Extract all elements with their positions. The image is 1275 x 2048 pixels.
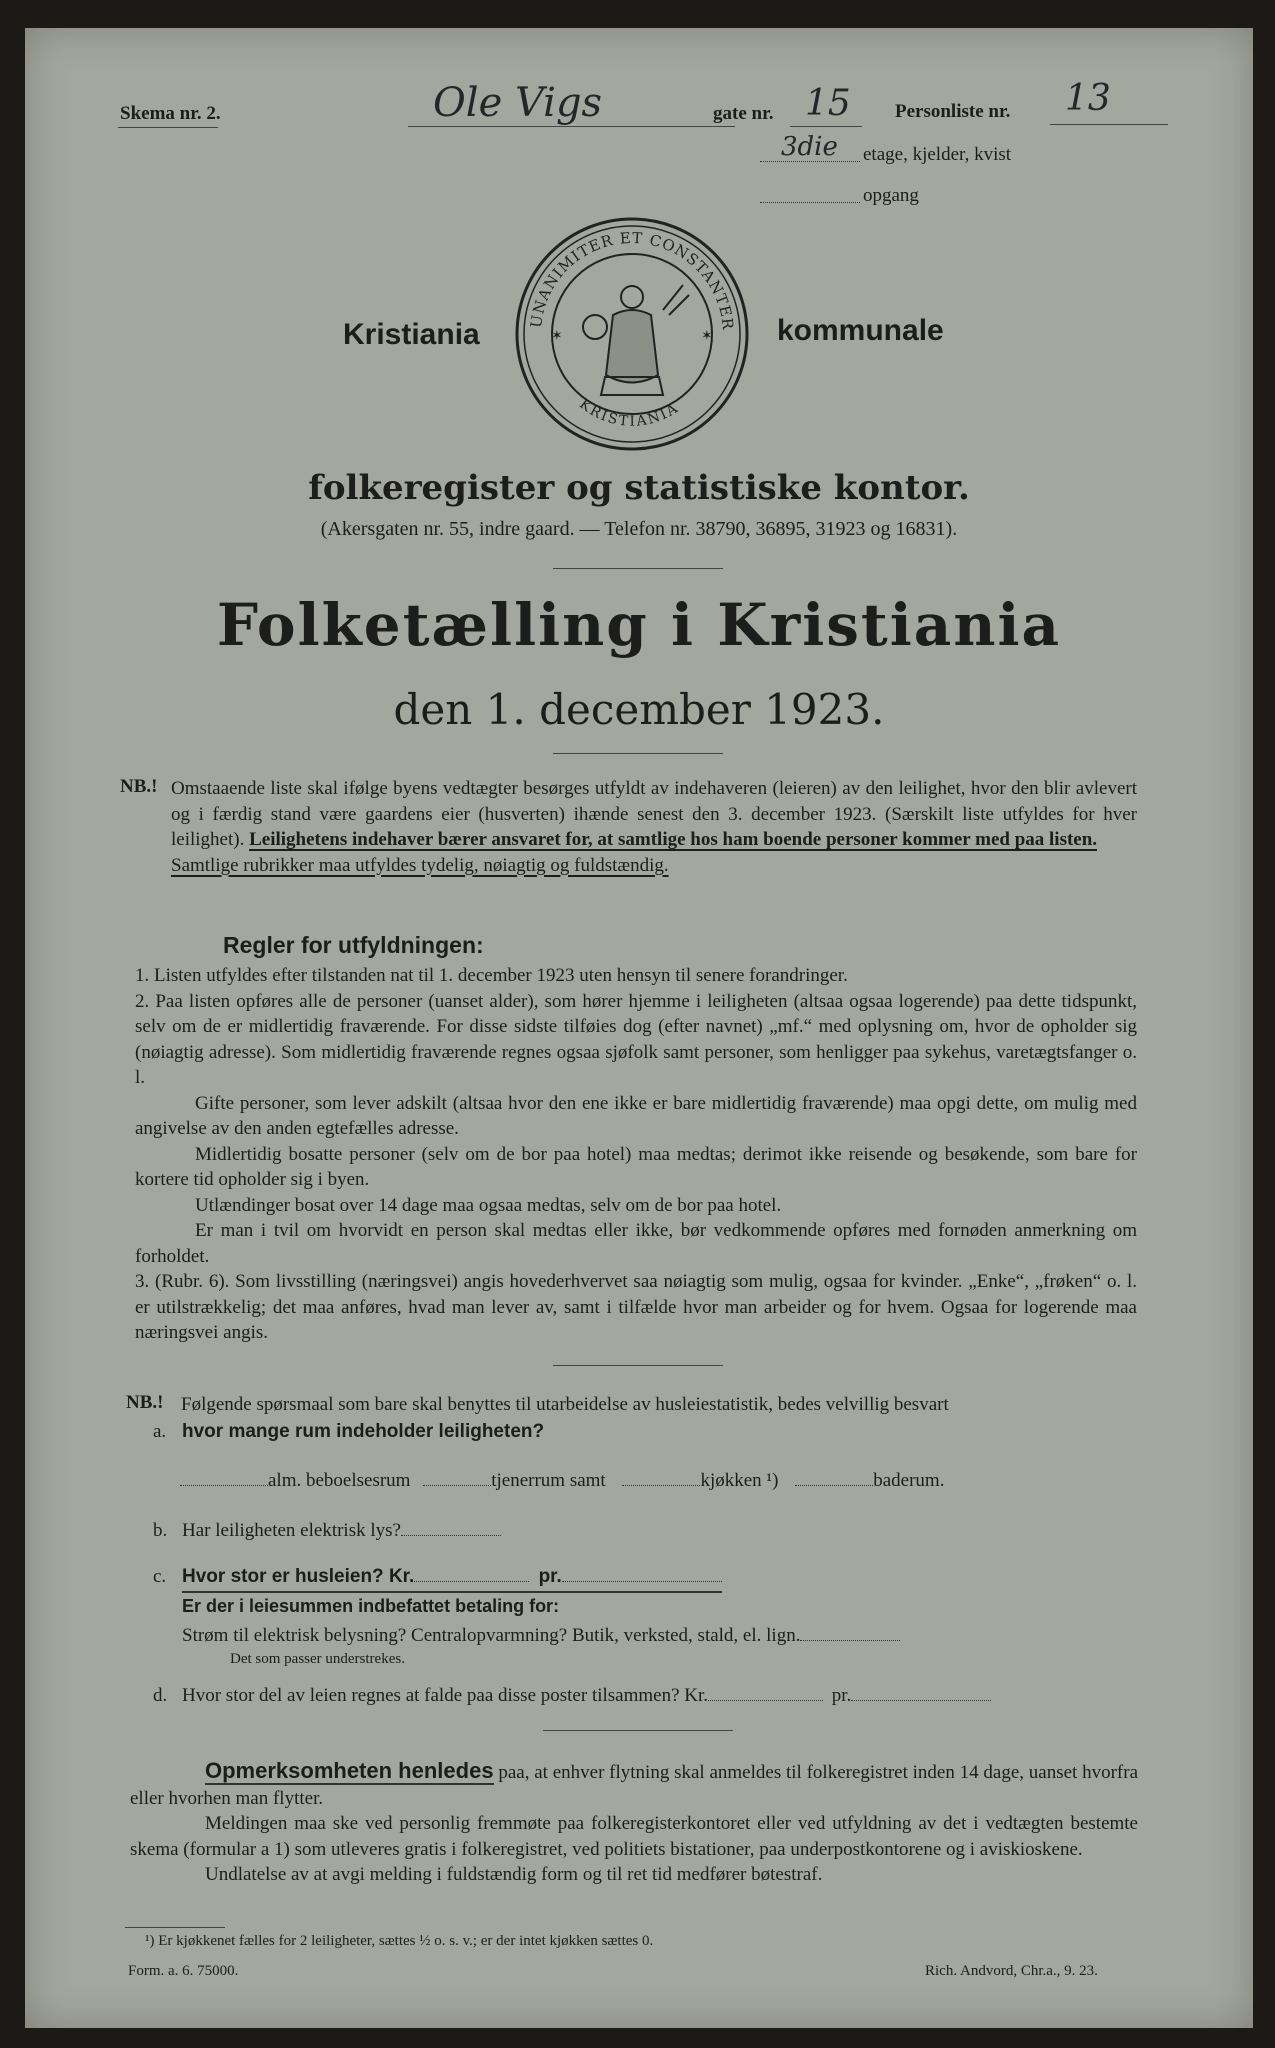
form-number: Form. a. 6. 75000. <box>128 1963 239 1979</box>
svg-text:UNANIMITER ET CONSTANTER: UNANIMITER ET CONSTANTER <box>527 228 738 332</box>
printer-imprint: Rich. Andvord, Chr.a., 9. 23. <box>925 1963 1098 1979</box>
rooms-servant-label: tjenerrum samt <box>491 1470 606 1491</box>
floor-handwritten: 3die <box>781 132 838 162</box>
rule-1: 1. Listen utfyldes efter tilstanden nat til 1. december 1923 uten hensyn til senere forandringer. <box>135 965 848 986</box>
question-d-text: Hvor stor del av leien regnes at falde paa disse poster tilsammen? Kr. <box>182 1685 709 1706</box>
question-c-sub: Er der i leiesummen indbefattet betaling for: <box>182 1596 560 1616</box>
notice-p2: Meldingen maa ske ved personlig fremmøte paa folkeregisterkontoret eller ved utfyldning av det i vedtægten bestemte skema (formular a 1) som utleveres gratis i folkeregistret, ved politiets bistationer, paa underpostkontorene og i aviskioskene. <box>130 1813 1138 1860</box>
nb1-paragraph <box>171 776 1137 878</box>
kommunale-word: kommunale <box>777 314 944 347</box>
footnote: ¹) Er kjøkkenet fælles for 2 leiligheter, sættes ½ o. s. v.; er der intet kjøkken sættes 0. <box>145 1933 654 1949</box>
question-d-label: d. <box>153 1685 168 1706</box>
census-form-page <box>25 28 1253 2028</box>
rooms-general-field[interactable] <box>180 1485 268 1486</box>
street-name-handwritten: Ole Vigs <box>433 80 603 126</box>
nb2-intro: Følgende spørsmaal som bare skal benyttes til utarbeidelse av husleiestatistik, bedes velvillig besvart <box>181 1394 949 1415</box>
question-a-text: hvor mange rum indeholder leiligheten? <box>182 1421 545 1442</box>
share-amount-field[interactable] <box>708 1700 823 1701</box>
notice-block <box>130 1758 1138 1888</box>
personliste-nr-handwritten: 13 <box>1065 78 1111 119</box>
other-inclusions-field[interactable] <box>800 1640 900 1641</box>
rooms-row <box>180 1470 944 1492</box>
rooms-general-label: alm. beboelsesrum <box>268 1470 411 1491</box>
rules-list <box>135 963 1137 1346</box>
question-c-text: Hvor stor er husleien? Kr. <box>182 1566 415 1587</box>
svg-text:✶: ✶ <box>551 329 563 344</box>
question-c <box>182 1566 722 1593</box>
bathroom-field[interactable] <box>795 1485 873 1486</box>
census-title: Folketælling i Kristiania <box>216 591 1062 659</box>
nb1-responsibility: Leilighetens indehaver bærer ansvaret for, at samtlige hos ham boende personer kommer med paa listen. <box>249 829 1098 850</box>
rent-amount-field[interactable] <box>414 1581 529 1582</box>
gate-nr-handwritten: 15 <box>805 83 851 124</box>
question-b-label: b. <box>153 1520 168 1541</box>
notice-heading: Opmerksomheten henledes <box>205 1758 494 1783</box>
question-c-options: Strøm til elektrisk belysning? Centralopvarmning? Butik, verksted, stald, el. lign. <box>182 1625 801 1646</box>
office-name: folkeregister og statistiske kontor. <box>308 468 970 508</box>
office-address: (Akersgaten nr. 55, indre gaard. — Telefon nr. 38790, 36895, 31923 og 16831). <box>320 518 958 540</box>
census-date: den 1. december 1923. <box>393 685 885 734</box>
question-c-note: Det som passer understrekes. <box>230 1651 405 1667</box>
gate-nr-label: gate nr. <box>713 103 774 124</box>
question-c-options-row <box>182 1625 900 1647</box>
floor-options: etage, kjelder, kvist <box>863 144 1012 165</box>
personliste-label: Personliste nr. <box>895 101 1011 122</box>
nb1-label: NB.! <box>120 776 158 797</box>
rule-2: 2. Paa listen opføres alle de personer (uanset alder), som hører hjemme i leiligheten (altsaa ogsaa logerende) paa dette tidspunkt, selv om de er midlertidig fraværende. For disse sidste tilføies dog (efter navnet) „mf.“ med oplysning om, hvor de opholder sig (nøiagtig adresse). Som midlertidig fraværende regnes ogsaa sjøfolk samt personer, som henligger paa sykehus, varetægtsfanger o. l. <box>135 990 1137 1088</box>
kristiania-word: Kristiania <box>343 318 480 351</box>
question-d <box>182 1685 991 1707</box>
electric-light-field[interactable] <box>401 1535 501 1536</box>
nb2-label: NB.! <box>126 1392 164 1413</box>
kitchen-field[interactable] <box>622 1485 700 1486</box>
kitchen-label: kjøkken ¹) <box>700 1470 779 1491</box>
rooms-servant-field[interactable] <box>423 1485 491 1486</box>
question-a-label: a. <box>153 1421 167 1442</box>
rule-2-married: Gifte personer, som lever adskilt (altsaa hvor den ene ikke er bare midlertidig fraværende) maa opgi dette, om mulig med angivelse av den anden egtefælles adresse. <box>135 1092 1137 1139</box>
opgang-label: opgang <box>863 185 919 206</box>
question-b <box>182 1520 501 1542</box>
rule-3: 3. (Rubr. 6). Som livsstilling (næringsvei) angis hovederhvervet saa nøiagtig som mulig, ogsaa for kvinder. „Enke“, „frøken“ o. l. er utilstrækkelig; det maa anføres, hvad man lever av, samt i tilfælde hvor man arbeider og for hvem. Ogsaa for logerende maa næringsvei angis. <box>135 1271 1137 1343</box>
city-seal-emblem <box>513 215 751 453</box>
rule-2-temporary: Midlertidig bosatte personer (selv om de bor paa hotel) maa medtas; derimot ikke reisende og besøkende, som bare for kortere tid opholder sig i byen. <box>135 1143 1137 1190</box>
svg-text:✶: ✶ <box>701 329 713 344</box>
rent-period-field[interactable] <box>562 1581 722 1582</box>
notice-p3: Undlatelse av at avgi melding i fuldstændig form og til ret tid medfører bøtestraf. <box>205 1864 823 1885</box>
nb1-fill-notice: Samtlige rubrikker maa utfyldes tydelig, nøiagtig og fuldstændig. <box>171 854 669 876</box>
share-period-field[interactable] <box>851 1700 991 1701</box>
rule-2-foreigners: Utlændinger bosat over 14 dage maa ogsaa medtas, selv om de bor paa hotel. <box>195 1194 782 1216</box>
rent-per-label: pr. <box>538 1566 562 1587</box>
svg-text:KRISTIANIA: KRISTIANIA <box>576 396 683 430</box>
nb1-text: Omstaaende liste skal ifølge byens vedtægter besørges utfyldt av indehaveren (leieren) av den leilighet, hvor den blir avlevert og i færdig stand være gaardens eier (husverten) ihænde senest den 3. december 1923. (Særskilt liste utfyldes for hver leilighet). <box>171 778 1137 850</box>
notice-p1: paa, at enhver flytning skal anmeldes til folkeregistret inden 14 dage, uanset hvorfra eller hvorhen man flytter. <box>130 1762 1139 1809</box>
rule-2-doubt: Er man i tvil om hvorvidt en person skal medtas eller ikke, bør vedkommende opføres med fornøden anmerkning om forholdet. <box>135 1220 1137 1267</box>
rules-heading: Regler for utfyldningen: <box>223 932 484 958</box>
share-per-label: pr. <box>831 1685 852 1706</box>
question-b-text: Har leiligheten elektrisk lys? <box>182 1520 401 1541</box>
question-c-label: c. <box>153 1566 167 1587</box>
schema-number: Skema nr. 2. <box>120 103 221 124</box>
bathroom-label: baderum. <box>873 1470 945 1491</box>
